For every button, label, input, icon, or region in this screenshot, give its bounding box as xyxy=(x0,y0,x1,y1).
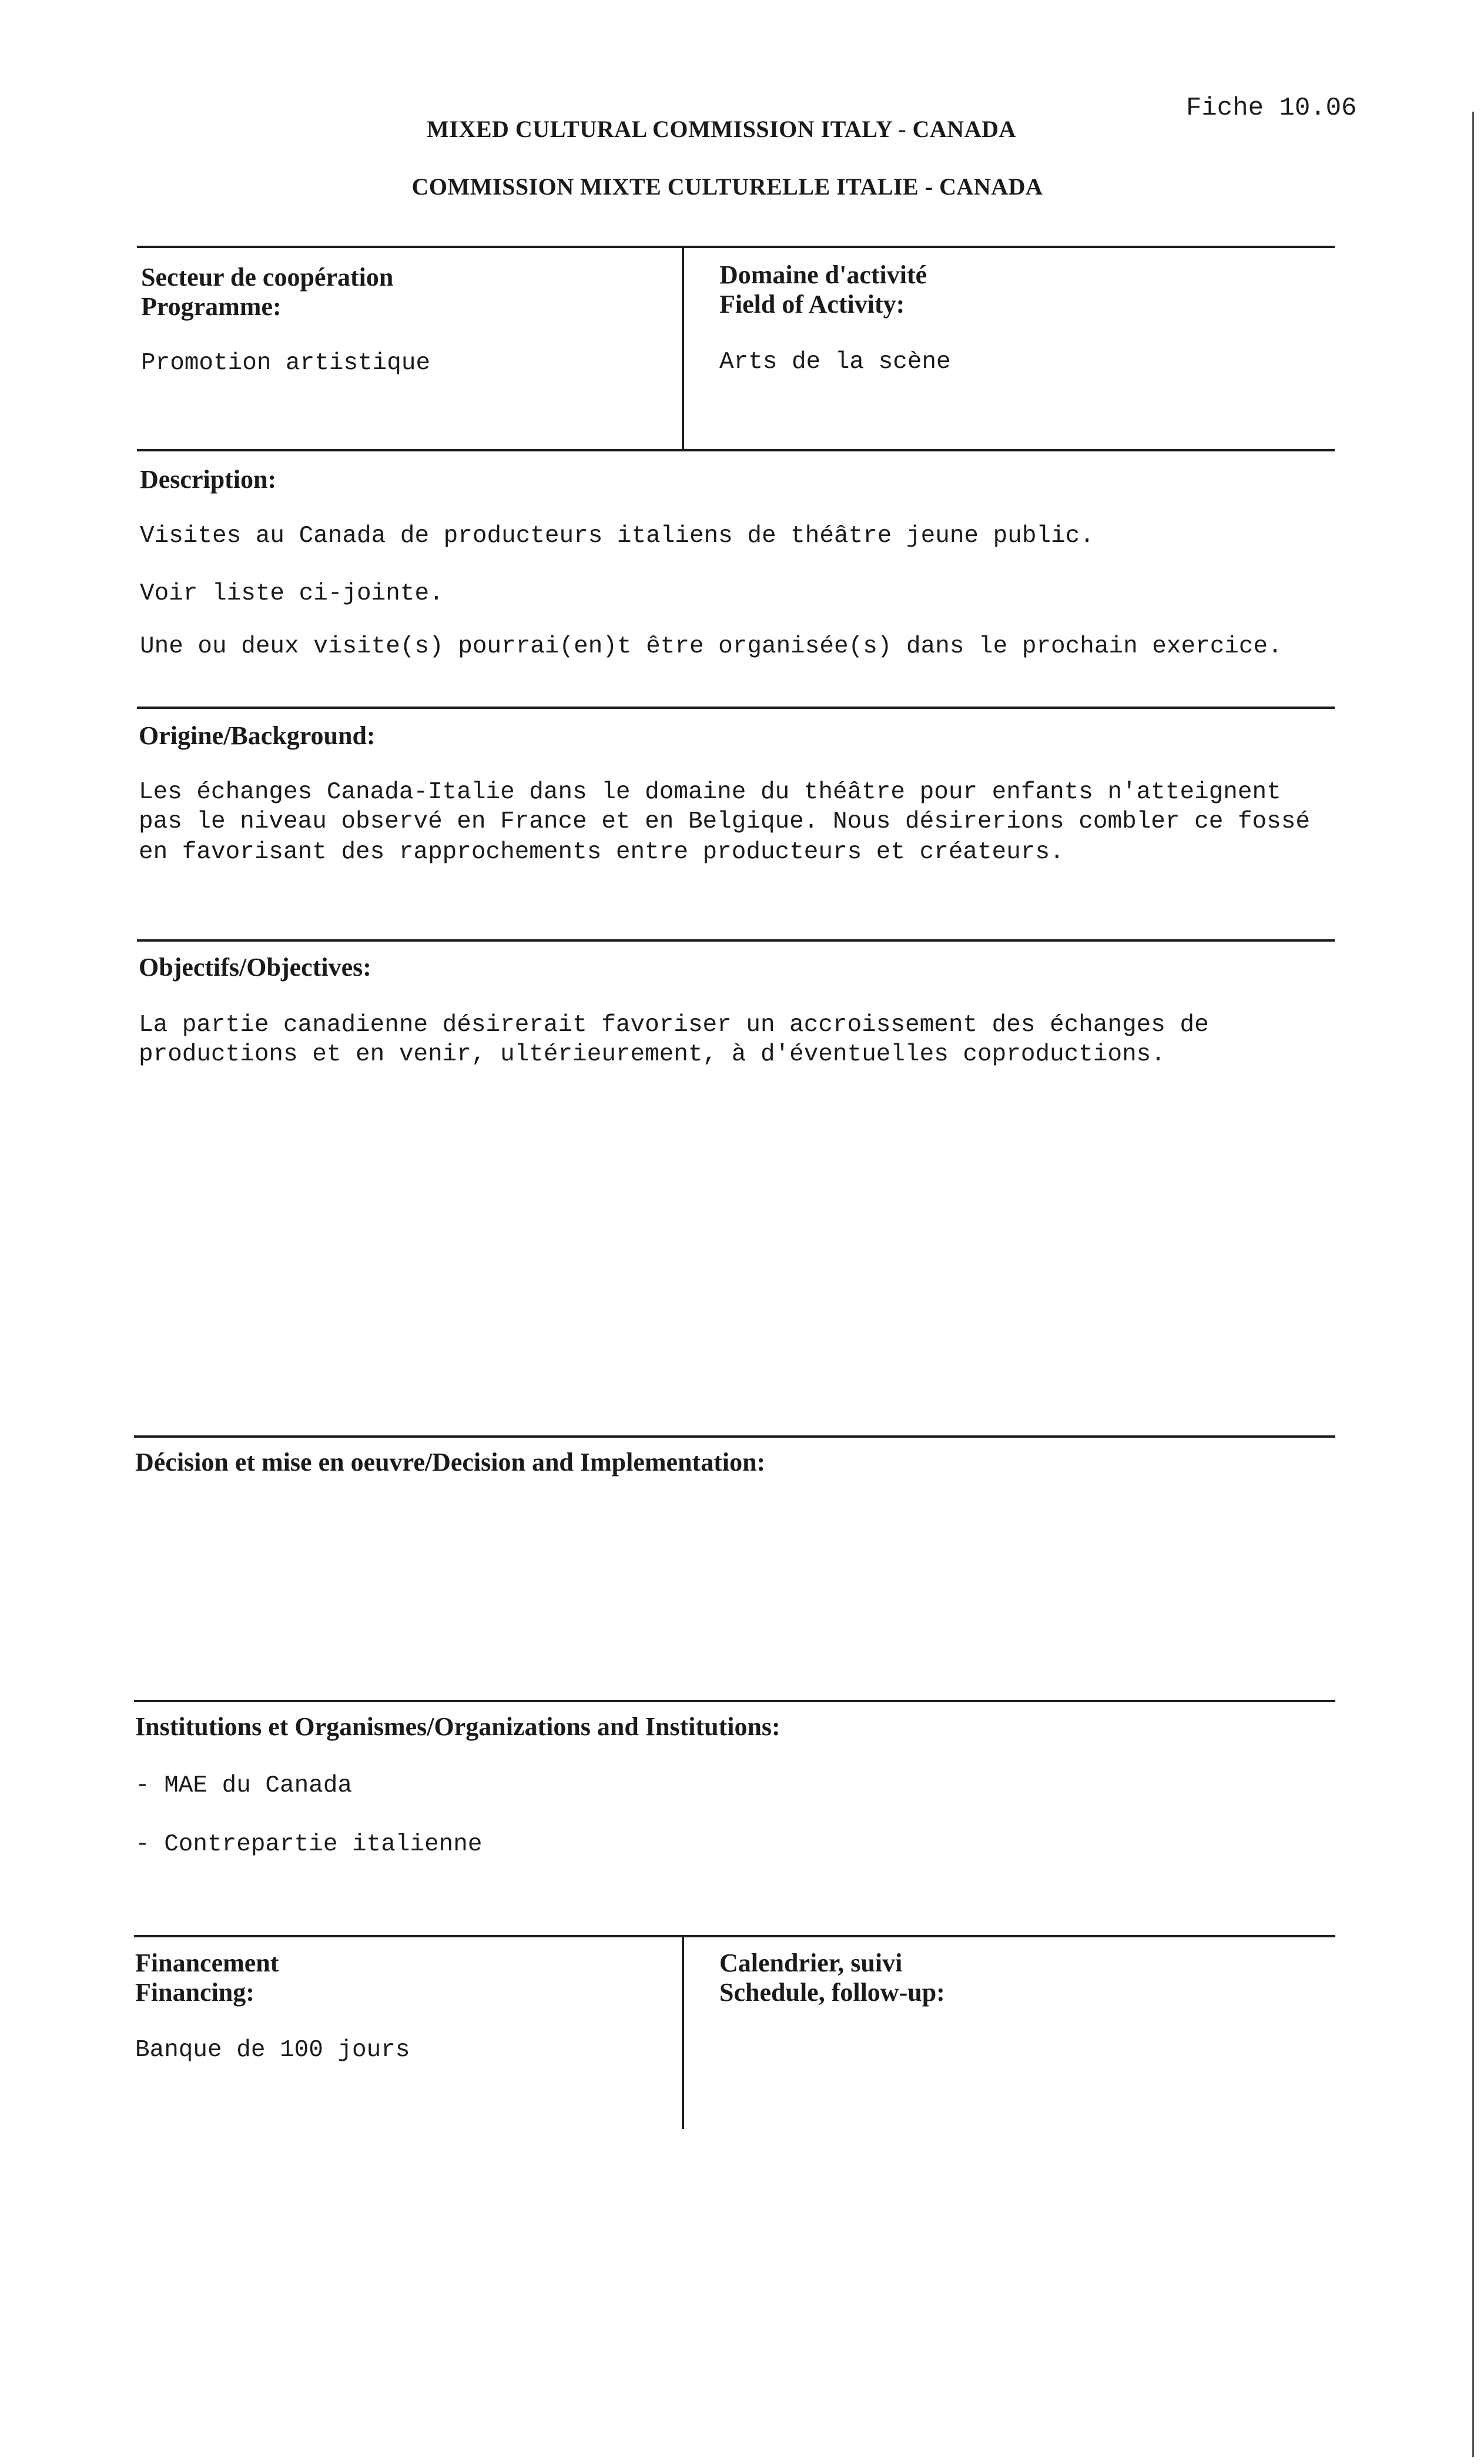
schedule-label-fr: Calendrier, suivi xyxy=(719,1949,903,1977)
schedule-label-en: Schedule, follow-up: xyxy=(719,1978,945,2007)
domain-label: Domaine d'activité xyxy=(719,260,927,289)
institutions-label: Institutions et Organismes/Organizations and Institutions: xyxy=(135,1712,780,1741)
objectives-line: La partie canadienne désirerait favoriser un accroissement des échanges de xyxy=(139,1012,1209,1039)
page-edge-shadow xyxy=(1472,112,1474,2457)
institution-item: - MAE du Canada xyxy=(135,1772,353,1799)
background-label: Origine/Background: xyxy=(139,721,376,750)
background-line: pas le niveau observé en France et en Belgique. Nous désirerions combler ce fossé xyxy=(139,808,1310,835)
financing-label-fr: Financement xyxy=(135,1949,279,1977)
header-french: COMMISSION MIXTE CULTURELLE ITALIE - CANADA xyxy=(411,173,1043,200)
domain-value: Arts de la scène xyxy=(719,349,951,376)
description-line: Visites au Canada de producteurs italiens de théâtre jeune public. xyxy=(140,523,1094,550)
institution-item: - Contrepartie italienne xyxy=(135,1831,483,1858)
financing-value: Banque de 100 jours xyxy=(135,2037,410,2064)
rule-objectives xyxy=(137,939,1335,942)
rule-description xyxy=(137,449,1335,451)
header-english: MIXED CULTURAL COMMISSION ITALY - CANADA xyxy=(427,116,1016,142)
rule-decision xyxy=(134,1435,1335,1438)
rule-institutions xyxy=(134,1700,1335,1702)
financing-label-en: Financing: xyxy=(135,1978,254,2007)
objectives-label: Objectifs/Objectives: xyxy=(139,953,371,982)
objectives-line: productions et en venir, ultérieurement, à d'éventuelles coproductions. xyxy=(139,1041,1165,1068)
field-label: Field of Activity: xyxy=(719,290,905,319)
description-label: Description: xyxy=(140,465,277,494)
divider-bottom xyxy=(682,1936,684,2129)
rule-background xyxy=(137,707,1335,709)
fiche-number: Fiche 10.06 xyxy=(1186,93,1357,123)
background-line: en favorisant des rapprochements entre producteurs et créateurs. xyxy=(139,839,1064,866)
description-line: Voir liste ci-jointe. xyxy=(140,580,444,607)
rule-financing xyxy=(134,1935,1335,1937)
description-line: Une ou deux visite(s) pourrai(en)t être organisée(s) dans le prochain exercice. xyxy=(140,633,1282,660)
decision-label: Décision et mise en oeuvre/Decision and Implementation: xyxy=(135,1448,766,1477)
background-line: Les échanges Canada-Italie dans le domaine du théâtre pour enfants n'atteignent xyxy=(139,779,1281,806)
program-value: Promotion artistique xyxy=(141,350,431,377)
program-label: Programme: xyxy=(141,292,282,321)
divider-top xyxy=(682,247,684,451)
sector-label: Secteur de coopération xyxy=(141,263,394,292)
rule-top xyxy=(137,246,1335,248)
